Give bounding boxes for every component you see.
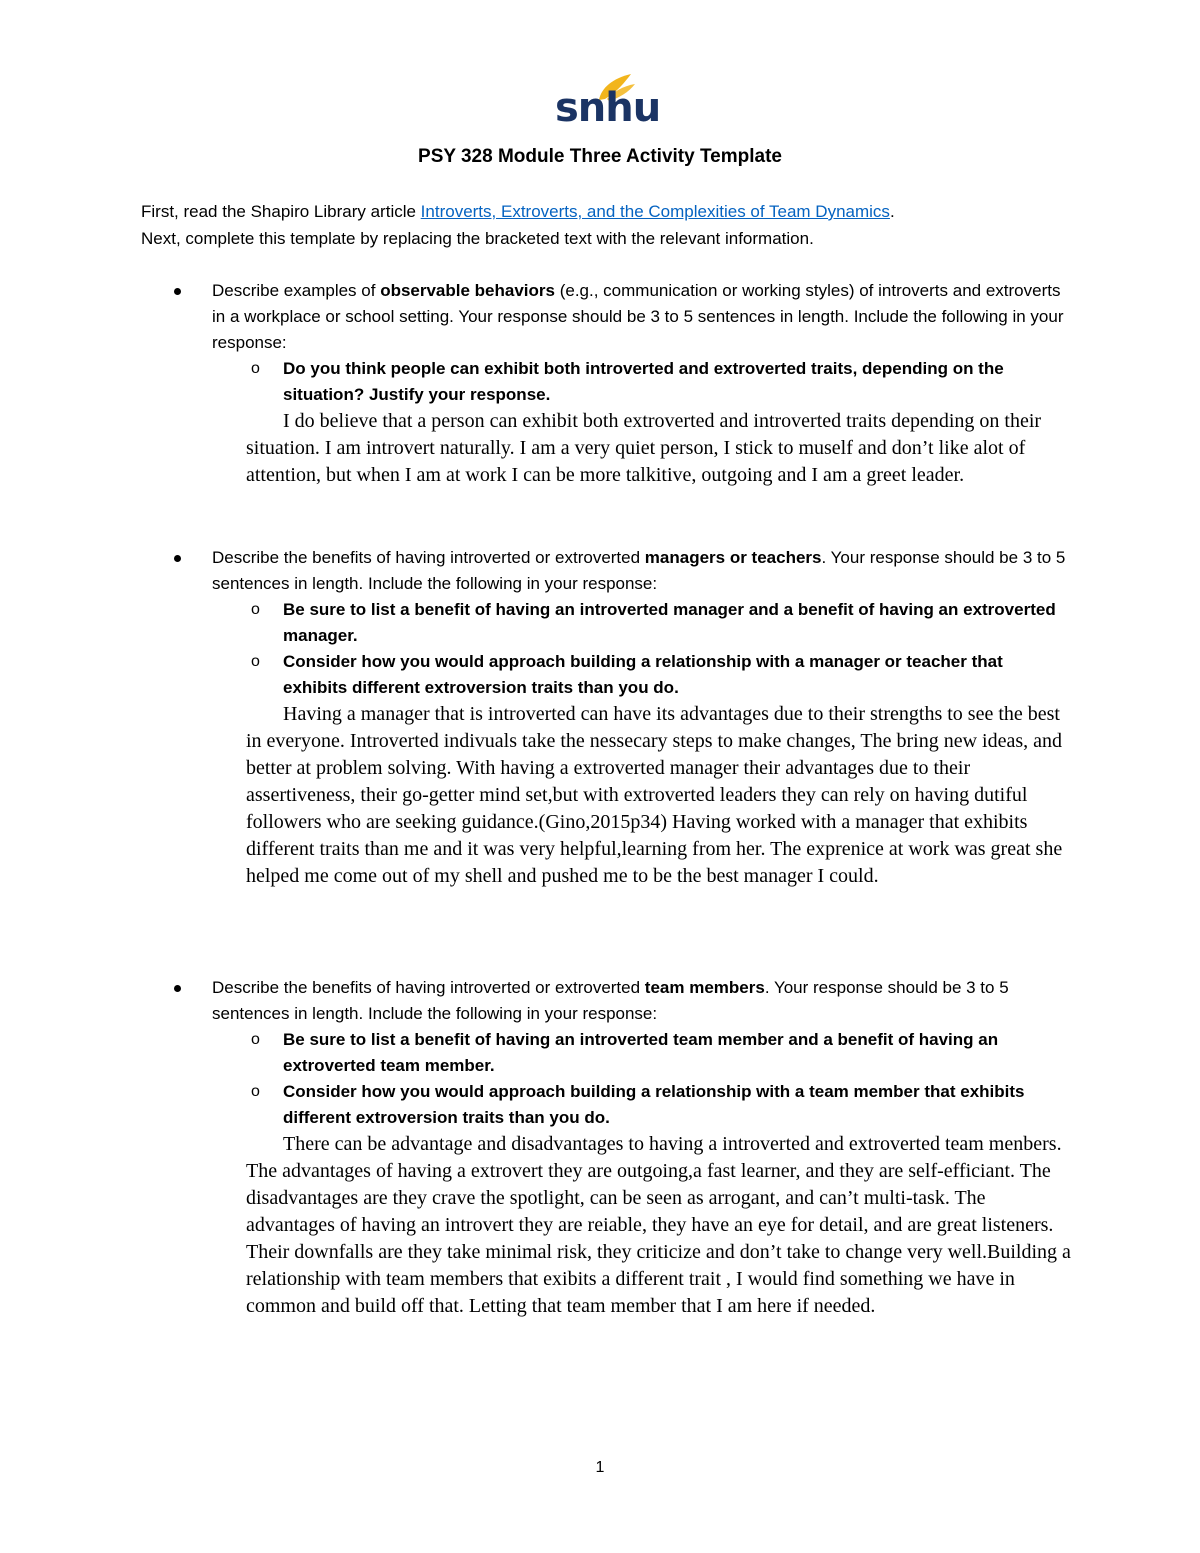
snhu-logo bbox=[555, 72, 661, 132]
answer-text bbox=[141, 1131, 1071, 1320]
sub-item bbox=[141, 356, 1071, 408]
sub-bullet-icon: o bbox=[251, 601, 260, 618]
bullet-text: . Your response should be 3 to 5 sentences in length. Include the following in your response: bbox=[212, 548, 1066, 593]
answer-body: I do believe that a person can exhibit both extroverted and introverted traits depending on their situation. I am introvert naturally. I am a very quiet person, I stick to muself and don’t like alot of attention, but when I am at work I can be more talkitive, outgoing and I am a greet leader. bbox=[246, 410, 1042, 486]
sub-item bbox=[141, 1079, 1071, 1131]
bullet-bold-text: team members bbox=[644, 978, 765, 997]
sub-item-text: Consider how you would approach building a relationship with a team member that exhibits different extroversion traits than you do. bbox=[283, 1082, 1025, 1127]
intro-line-2: Next, complete this template by replacing the bracketed text with the relevant information. bbox=[141, 229, 814, 248]
bullet-bold-text: managers or teachers bbox=[644, 548, 822, 567]
sub-item-text: Consider how you would approach building a relationship with a manager or teacher that exhibits different extroversion traits than you do. bbox=[283, 652, 1003, 697]
bullet-text: Describe the benefits of having introverted or extroverted bbox=[212, 978, 645, 997]
bullet-text: Describe the benefits of having introverted or extroverted bbox=[212, 548, 645, 567]
bullet-item bbox=[141, 975, 1071, 1027]
intro-period: . bbox=[889, 202, 895, 221]
section-observable-behaviors bbox=[141, 278, 1071, 489]
bullet-dot-icon bbox=[174, 288, 181, 295]
sub-bullet-icon: o bbox=[251, 1031, 260, 1048]
page-number: 1 bbox=[595, 1459, 605, 1476]
bullet-item bbox=[141, 545, 1071, 597]
page-title: PSY 328 Module Three Activity Template bbox=[418, 146, 782, 167]
bullet-dot-icon bbox=[174, 985, 181, 992]
answer-text bbox=[141, 701, 1071, 890]
section-team-members bbox=[141, 975, 1071, 1320]
article-link[interactable]: Introverts, Extroverts, and the Complexities of Team Dynamics bbox=[420, 202, 890, 221]
logo-wordmark: snhu bbox=[555, 85, 661, 131]
bullet-bold-text: observable behaviors bbox=[380, 281, 555, 300]
sub-item-text: Do you think people can exhibit both introverted and extroverted traits, depending on the situation? Justify your response. bbox=[283, 359, 1004, 404]
sub-bullet-icon: o bbox=[251, 360, 260, 377]
bullet-item bbox=[141, 278, 1071, 356]
sub-item-text: Be sure to list a benefit of having an introverted manager and a benefit of having an extroverted manager. bbox=[283, 600, 1056, 645]
sub-item-text: Be sure to list a benefit of having an introverted team member and a benefit of having an extroverted team member. bbox=[283, 1030, 999, 1075]
intro-paragraph bbox=[141, 198, 1071, 252]
bullet-dot-icon bbox=[174, 555, 181, 562]
sub-item bbox=[141, 649, 1071, 701]
sub-item bbox=[141, 1027, 1071, 1079]
section-managers-teachers bbox=[141, 545, 1071, 890]
intro-text: First, read the Shapiro Library article bbox=[141, 202, 421, 221]
answer-body: Having a manager that is introverted can have its advantages due to their strengths to see the best in everyone. Introverted indivuals take the nessecary steps to make changes, The bring new ideas, and better at problem solving. With having a extroverted manager their advantages due to their assertiveness, their go-getter mind set,but with extroverted leaders they can rely on having dutiful followers who are seeking guidance.(Gino,2015p34) Having worked with a manager that exhibits different traits than me and it was very helpful,learning from her. The exprenice at work was great she helped me come out of my shell and pushed me to be the best manager I could. bbox=[246, 703, 1063, 887]
answer-text bbox=[141, 408, 1071, 489]
sub-item bbox=[141, 597, 1071, 649]
answer-body: There can be advantage and disadvantages to having a introverted and extroverted team menbers. The advantages of having a extrovert they are outgoing,a fast learner, and they are self-efficiant. The disadvantages are they crave the spotlight, can be seen as arrogant, and can’t multi-task. The advantages of having an introvert they are reiable, they have an eye for detail, and are great listeners. Their downfalls are they take minimal risk, they criticize and don’t take to change very well.Building a relationship with team members that exibits a different trait , I would find something we have in common and build off that. Letting that team member that I am here if needed. bbox=[246, 1133, 1071, 1317]
bullet-text: . Your response should be 3 to 5 sentences in length. Include the following in your response: bbox=[212, 978, 1009, 1023]
sub-bullet-icon: o bbox=[251, 653, 260, 670]
sub-bullet-icon: o bbox=[251, 1083, 260, 1100]
bullet-text: (e.g., communication or working styles) of introverts and extroverts in a workplace or school setting. Your response should be 3 to 5 sentences in length. Include the following in your response: bbox=[212, 281, 1064, 352]
bullet-text: Describe examples of bbox=[212, 281, 381, 300]
intro-line-1 bbox=[141, 198, 1071, 225]
